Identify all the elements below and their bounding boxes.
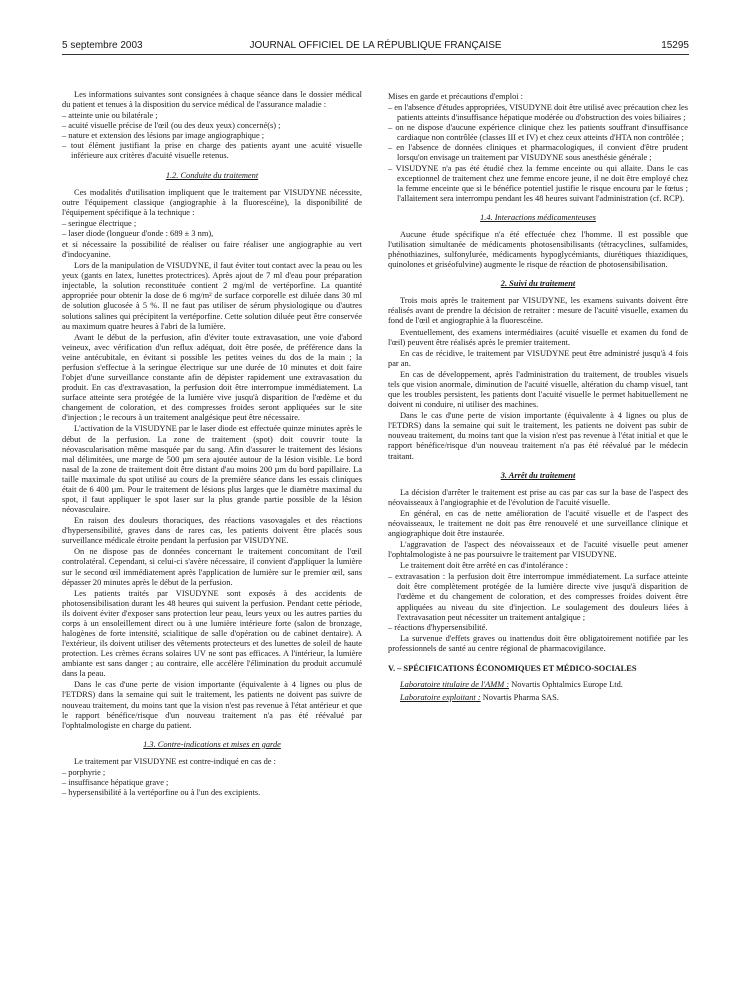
header-journal-title: JOURNAL OFFICIEL DE LA RÉPUBLIQUE FRANÇAISE bbox=[249, 40, 502, 51]
laboratory-holder bbox=[388, 680, 688, 690]
list-item: – acuité visuelle précise de l'œil (ou des deux yeux) concerné(s) ; bbox=[62, 121, 281, 131]
paragraph: En général, en cas de nette amélioration de l'acuité visuelle et de l'aspect des néovaisseaux, le traitement ne doit pas être renouvelé et une surveillance clinique et angiographique doit être instaurée. bbox=[388, 508, 688, 538]
list-item: – hypersensibilité à la vertéporfine ou à l'un des excipients. bbox=[62, 788, 261, 798]
paragraph: Trois mois après le traitement par VISUDYNE, les examens suivants doivent être réalisés avant de prendre la décision de retraiter : mesure de l'acuité visuelle, examen du fond de l'œil et angiographie à la fluorescéine. bbox=[388, 296, 688, 326]
paragraph: La décision d'arrêter le traitement est prise au cas par cas sur la base de l'aspect des néovaisseaux à l'angiographie et de l'évolution de l'acuité visuelle. bbox=[388, 487, 688, 507]
paragraph: et si nécessaire la possibilité de réaliser ou faire réaliser une angiographie au vert d'indocyanine. bbox=[62, 240, 362, 260]
paragraph: Les patients traités par VISUDYNE sont exposés à des accidents de photosensibilisation durant les 48 heures qui suivent la perfusion. Pendant cette période, ils doivent éviter d'exposer sans protection leur peau, leurs yeux ou les autres parties du corps à un ensoleillement direct ou à une lumière intérieure forte (salon de bronzage, halogènes de forte intensité, scialitique de salle d'opération ou de cabinet dentaire). A l'extérieur, ils doivent utiliser des vêtements protecteurs et des lunettes de soleil de haute protection. Les crèmes écrans solaires UV ne sont pas efficaces. A l'intérieur, la lumière ambiante est sans danger ; au contraire, elle accélère l'élimination du produit accumulé dans la peau. bbox=[62, 588, 362, 679]
laboratory-holder-label: Laboratoire titulaire de l'AMM : bbox=[400, 679, 510, 689]
paragraph: Aucune étude spécifique n'a été effectuée chez l'homme. Il est possible que l'utilisation simultanée de médicaments photosensibilisants (tétracyclines, sulfamides, phénothiazines, sulfonylurée, médicaments hypoglycémiants, diurétiques thiazidiques, quinolones et griséofulvine) augmente le risque de réaction de photosensibilisation. bbox=[388, 229, 688, 270]
laboratory-holder-value: Novartis Ophtalmics Europe Ltd. bbox=[509, 679, 623, 689]
paragraph: Dans le cas d'une perte de vision importante (équivalente à 4 lignes ou plus de l'ETDRS) dans la semaine qui suit le traitement, les patients ne doivent pas subir de nouveau traitement, du moins tant que la vision n'est pas revenue à l'état initial et que le rapport bénéfice/risque d'un nouveau traitement n'a pas été réévalué par le médecin traitant. bbox=[388, 411, 688, 461]
list-item: – porphyrie ; bbox=[62, 767, 106, 777]
section-heading-3: 3. Arrêt du traitement bbox=[500, 470, 576, 480]
paragraph: Dans le cas d'une perte de vision importante (équivalente à 4 lignes ou plus de l'ETDRS) dans la semaine qui suit le traitement, les patients ne doivent pas suivre de nouveau traitement, du moins tant que la vision n'est pas revenue à l'état antérieur et que le rapport bénéfice/risque d'un nouveau traitement n'a pas été réévalué par l'ophtalmologiste en charge du patient. bbox=[62, 680, 362, 730]
intolerance-list bbox=[388, 572, 688, 632]
laboratory-operator-value: Novartis Pharma SAS. bbox=[480, 693, 559, 703]
paragraph: L'activation de la VISUDYNE par le laser diode est effectuée quinze minutes après le début de la perfusion. La zone de traitement (spot) doit couvrir toute la néovascularisation même masquée par du sang. Afin d'assurer le traitement des lésions mal délimitées, une marge de 500 µm sera ajoutée autour de la lésion visible. Le bord nasal de la zone de traitement doit être distant d'au moins 200 µm du bord papillaire. La taille maximale du spot utilisé au cours de la première séance dans les essais cliniques était de 6 400 µm. Pour le traitement de lésions plus larges que le diamètre maximal du spot, il faut appliquer le spot laser sur la plus grande partie possible de la lésion néovasculaire. bbox=[62, 424, 362, 515]
paragraph: Ces modalités d'utilisation impliquent que le traitement par VISUDYNE nécessite, outre l'équipement classique (angiographie à la fluorescéine), la disponibilité de l'équipement spécifique à la technique : bbox=[62, 187, 362, 217]
list-item: – nature et extension des lésions par image angiographique ; bbox=[62, 131, 265, 141]
paragraph: En cas de récidive, le traitement par VISUDYNE peut être administré jusqu'à 4 fois par an. bbox=[388, 348, 688, 368]
left-column bbox=[62, 90, 362, 799]
equipment-list bbox=[62, 219, 362, 239]
paragraph: La survenue d'effets graves ou inattendus doit être obligatoirement notifiée par les professionnels de santé au centre régional de pharmacovigilance. bbox=[388, 633, 688, 653]
page-header bbox=[62, 40, 689, 55]
section-heading-1-2: 1.2. Conduite du traitement bbox=[165, 170, 259, 180]
list-item: – VISUDYNE n'a pas été étudié chez la femme enceinte ou qui allaite. Dans le cas exceptionnel de traitement chez une femme encore jeune, il ne doit être employé chez la femme enceinte que si le bénéfice potentiel justifie le risque encouru par le fœtus ; l'allaitement sera interrompu pendant les 48 heures suivant l'administration (cf. RCP). bbox=[388, 163, 688, 203]
paragraph: En raison des douleurs thoraciques, des réactions vasovagales et des réactions d'hypersensibilité, graves dans de rares cas, les patients doivent être placés sous surveillance médicale étroite pendant la perfusion par VISUDYNE. bbox=[62, 516, 362, 546]
section-heading-1-4: 1.4. Interactions médicamenteuses bbox=[480, 212, 596, 222]
section-heading-1-3: 1.3. Contre-indications et mises en garde bbox=[143, 739, 281, 749]
list-item: – insuffisance hépatique grave ; bbox=[62, 778, 169, 787]
list-item: – on ne dispose d'aucune expérience clinique chez les patients souffrant d'insuffisance cardiaque non contrôlée (classes III et IV) et chez ceux atteints d'HTA non contrôlée ; bbox=[388, 123, 688, 143]
list-item: – en l'absence d'études appropriées, VISUDYNE doit être utilisé avec précaution chez les patients atteints d'insuffisance hépatique modérée ou d'obstruction des voies biliaires ; bbox=[388, 103, 688, 123]
list-item: – réactions d'hypersensibilité. bbox=[388, 622, 488, 632]
header-page-number: 15295 bbox=[661, 40, 689, 51]
paragraph: Eventuellement, des examens intermédiaires (acuité visuelle et examen du fond de l'œil) peuvent être réalisés après le premier traitement. bbox=[388, 327, 688, 347]
paragraph: En cas de développement, après l'administration du traitement, de troubles visuels tels que vision anormale, diminution de l'acuité visuelle, altération du champ visuel, tant que les troubles persistent, les patients dont l'acuité visuelle le permet habituellement ne doivent ni conduire, ni utiliser des machines. bbox=[388, 369, 688, 410]
list-item: – extravasation : la perfusion doit être interrompue immédiatement. La surface atteinte doit être complètement protégée de la lumière directe vive jusqu'à disparition de l'œdème et du changement de coloration, et des compresses froides doivent être appliquées au niveau du site d'injection. Le soulagement des douleurs liées à l'extravasation peut nécessiter un traitement antalgique ; bbox=[388, 572, 688, 622]
laboratory-operator-label: Laboratoire exploitant : bbox=[400, 693, 481, 703]
list-item: – seringue électrique ; bbox=[62, 218, 137, 228]
paragraph: Mises en garde et précautions d'emploi : bbox=[388, 92, 524, 101]
paragraph: Lors de la manipulation de VISUDYNE, il faut éviter tout contact avec la peau ou les yeux (gants en latex, lunettes protectrices). Après ajout de 7 ml d'eau pour préparation injectable, la solution reconstituée contient 2 mg/ml de vertéporfine. La quantité appropriée pour obtenir la dose de 6 mg/m² de surface corporelle est diluée dans 30 ml de solution glucosée à 5 %. Il ne faut pas utiliser de sérum physiologique ou d'autres solutions salines qui précipitent la vertéporfine. Cette solution diluée peut être conservée au maximum quatre heures à l'abri de la lumière. bbox=[62, 261, 362, 331]
intro-list bbox=[62, 111, 362, 161]
warnings-list bbox=[388, 103, 688, 204]
paragraph: L'aggravation de l'aspect des néovaisseaux et de l'acuité visuelle peut amener l'ophtalmologiste à ne pas poursuivre le traitement par VISUDYNE. bbox=[388, 540, 688, 560]
right-column bbox=[388, 92, 688, 706]
paragraph: On ne dispose pas de données concernant le traitement concomitant de l'œil controlatéral. Cependant, si celui-ci s'avère nécessaire, il convient d'appliquer la lumière sur le second œil immédiatement après l'application de lumière sur le premier œil, sans dépasser 20 minutes après le début de la perfusion. bbox=[62, 547, 362, 587]
list-item: – laser diode (longueur d'onde : 689 ± 3 nm), bbox=[62, 228, 214, 238]
paragraph: Le traitement par VISUDYNE est contre-indiqué en cas de : bbox=[74, 756, 276, 766]
list-item: – en l'absence de données cliniques et pharmacologiques, il convient d'être prudent lorsqu'on envisage un traitement par VISUDYNE sous anesthésie générale ; bbox=[388, 143, 688, 163]
intro-paragraph: Les informations suivantes sont consignées à chaque séance dans le dossier médical du patient et tenues à la disposition du service médical de l'assurance maladie : bbox=[62, 90, 362, 110]
paragraph: Le traitement doit être arrêté en cas d'intolérance : bbox=[400, 561, 568, 571]
header-date: 5 septembre 2003 bbox=[62, 40, 143, 51]
section-heading-v: V. – SPÉCIFICATIONS ÉCONOMIQUES ET MÉDICO-SOCIALES bbox=[388, 663, 637, 673]
contraindication-list bbox=[62, 768, 362, 798]
paragraph: Avant le début de la perfusion, afin d'éviter toute extravasation, une voie d'abord veineux, avec vérification d'un reflux adéquat, doit être posée, de préférence dans la veine antécubitale, en évitant si possible les petites veines du dos de la main ; la perfusion s'effectue à la seringue électrique sur une durée de 10 minutes et doit faire l'objet d'une surveillance constante afin de dépister rapidement une extravasation du produit. En cas d'extravasation, la perfusion doit être interrompue immédiatement. La surface atteinte sera protégée de la lumière vive jusqu'à disparition de l'œdème et du changement de coloration, et des compresses froides seront appliquées sur le site d'injection ; le recours à un traitement analgésique peut être nécessaire. bbox=[62, 332, 362, 423]
list-item: – atteinte unie ou bilatérale ; bbox=[62, 111, 158, 121]
laboratory-operator bbox=[388, 693, 688, 703]
list-item: – tout élément justifiant la prise en charge des patients ayant une acuité visuelle inférieure aux critères d'acuité visuelle retenus. bbox=[62, 141, 362, 161]
section-heading-2: 2. Suivi du traitement bbox=[500, 279, 576, 289]
